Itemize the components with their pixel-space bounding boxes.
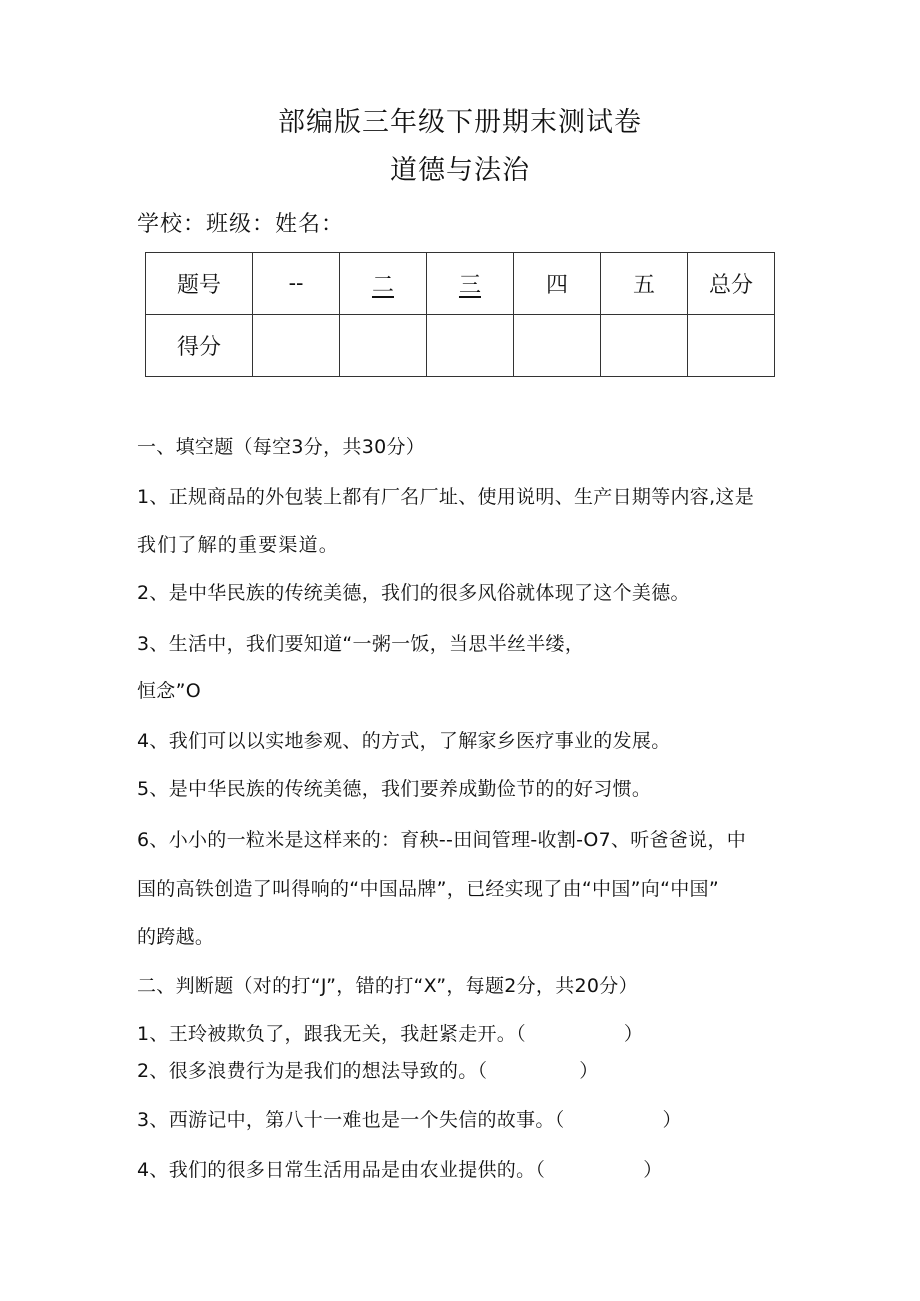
student-info-line: 学校：班级：姓名： — [137, 212, 345, 237]
judgement-text: 3、西游记中，第八十一难也是一个失信的故事。（ — [137, 1109, 565, 1131]
score-input-cell[interactable] — [601, 315, 688, 377]
score-table-cell: 题号 — [146, 253, 253, 315]
question-line: 6、小小的一粒米是这样来的：育秧--田间管理-收割-O7、听爸爸说，中 — [137, 829, 747, 851]
score-input-cell[interactable] — [514, 315, 601, 377]
question-line: 2、是中华民族的传统美德，我们的很多风俗就体现了这个美德。 — [137, 582, 690, 604]
judgement-close: ） — [623, 1023, 644, 1045]
question-line: 1、正规商品的外包装上都有厂名厂址、使用说明、生产日期等内容,这是 — [137, 486, 755, 508]
score-table — [145, 252, 775, 377]
score-input-cell[interactable] — [688, 315, 775, 377]
judgement-close: ） — [643, 1159, 663, 1181]
judgement-item — [137, 1155, 663, 1182]
score-table-cell: 二 — [340, 253, 427, 315]
question-line: 4、我们可以以实地参观、的方式，了解家乡医疗事业的发展。 — [137, 730, 671, 752]
judgement-text: 1、王玲被欺负了，跟我无关，我赶紧走开。（ — [137, 1023, 526, 1045]
score-input-cell[interactable] — [427, 315, 514, 377]
judgement-item — [137, 1019, 643, 1046]
judgement-text: 2、很多浪费行为是我们的想法导致的。（ — [137, 1060, 488, 1082]
judgement-item — [137, 1105, 682, 1132]
score-input-cell[interactable] — [253, 315, 340, 377]
judgement-close: ） — [579, 1060, 599, 1082]
section1-heading: 一、填空题（每空3分，共30分） — [137, 436, 426, 458]
judgement-text: 4、我们的很多日常生活用品是由农业提供的。（ — [137, 1159, 546, 1181]
score-table-cell: 总分 — [688, 253, 775, 315]
exam-title: 部编版三年级下册期末测试卷 — [278, 107, 642, 138]
score-table-header-row — [146, 253, 775, 315]
score-table-cell: 三 — [427, 253, 514, 315]
score-table-cell: 五 — [601, 253, 688, 315]
question-line: 国的高铁创造了叫得响的“中国品牌”，已经实现了由“中国”向“中国” — [137, 878, 719, 900]
exam-subject: 道德与法治 — [390, 155, 530, 186]
score-table-cell: 得分 — [146, 315, 253, 377]
section2-heading: 二、判断题（对的打“J”，错的打“X”，每题2分，共20分） — [137, 975, 638, 997]
question-line: 我们了解的重要渠道。 — [137, 534, 340, 556]
score-table-score-row — [146, 315, 775, 377]
question-line: 的跨越。 — [137, 926, 215, 948]
score-table-cell: -- — [253, 253, 340, 315]
judgement-close: ） — [662, 1109, 682, 1131]
question-line: 恒念”O — [137, 680, 201, 702]
score-input-cell[interactable] — [340, 315, 427, 377]
judgement-item — [137, 1056, 599, 1083]
question-line: 5、是中华民族的传统美德，我们要养成勤俭节的的好习惯。 — [137, 778, 652, 800]
score-table-cell: 四 — [514, 253, 601, 315]
question-line: 3、生活中，我们要知道“一粥一饭，当思半丝半缕， — [137, 633, 585, 655]
